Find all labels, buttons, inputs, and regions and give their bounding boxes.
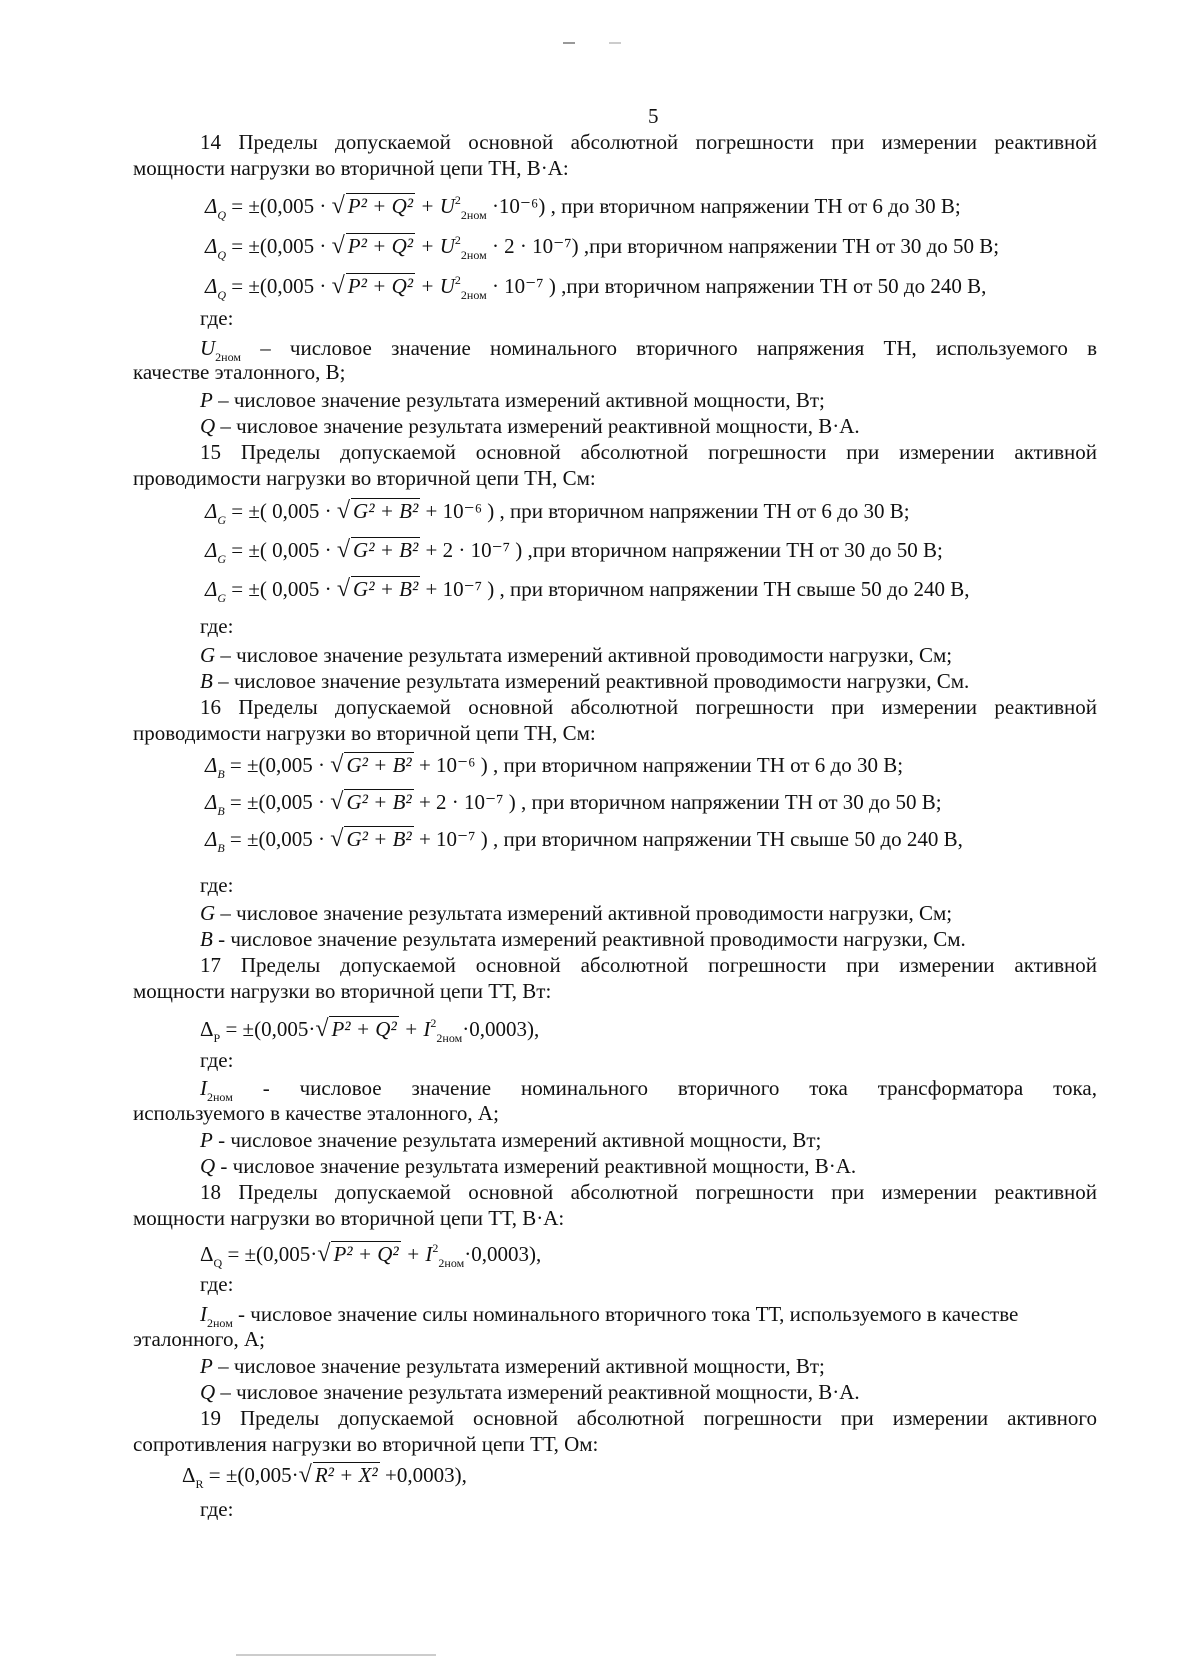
definition-q: Q – числовое значение результата измерений реактивной мощности, В·А. xyxy=(200,1380,860,1404)
formula-17: $\Delta_P = \pm(0,005\cdot√$ $P^2 + Q^2 + I^2_{2ном}\cdot 0,0003$), xyxy=(200,1016,540,1045)
definition-p: P – числовое значение результата измерений активной мощности, Вт; xyxy=(200,1354,825,1378)
section-16-intro-2: проводимости нагрузки во вторичной цепи ТН, См: xyxy=(133,721,596,745)
formula-14-2: $\Delta_Q = \pm(0,005$ · √ $P^2 + Q^2 + U^2_{2ном} \cdot 2 \cdot 10^{-7}$) ,при вторичном напряжении ТН от 30 до 50 В; xyxy=(205,233,1000,262)
definition-b: B - числовое значение результата измерений реактивной проводимости нагрузки, См. xyxy=(200,927,966,951)
where-label: где: xyxy=(200,306,234,330)
definition-i2nom-cont: эталонного, А; xyxy=(133,1327,265,1351)
section-19-intro-2: сопротивления нагрузки во вторичной цепи ТТ, Ом: xyxy=(133,1432,599,1456)
section-18-intro-2: мощности нагрузки во вторичной цепи ТТ, В·А: xyxy=(133,1206,565,1230)
definition-q: Q - числовое значение результата измерений реактивной мощности, В·А. xyxy=(200,1154,857,1178)
sqrt-icon: √ xyxy=(315,1016,329,1042)
where-label: где: xyxy=(200,614,234,638)
sqrt-icon: √ xyxy=(336,537,351,563)
sqrt-icon: √ xyxy=(331,193,345,219)
sqrt-icon: √ xyxy=(336,498,351,524)
definition-u2nom: $U_{2ном}$ – числовое значение номинального вторичного напряжения ТН, используемого в xyxy=(200,336,1097,364)
formula-14-3: $\Delta_Q = \pm(0,005$ · √ $P^2 + Q^2 + U^2_{2ном} \cdot 10^{-7}$ ) ,при вторичном напряжении ТН от 50 до 240 В, xyxy=(205,273,987,302)
section-14-intro-1: 14 Пределы допускаемой основной абсолютной погрешности при измерении реактивной xyxy=(200,130,1097,154)
formula-15-3: $\Delta_G$ = ±( 0,005 · √ G² + B² + 10⁻⁷ ) , при вторичном напряжении ТН свыше 50 до 240 В, xyxy=(205,576,970,605)
section-14-intro-2: мощности нагрузки во вторичной цепи ТН, В·А: xyxy=(133,156,569,180)
formula-19: $\Delta_R = \pm(0,005\cdot√$ R² + X² +0,0003), xyxy=(182,1462,467,1491)
definition-g: G – числовое значение результата измерений активной проводимости нагрузки, См; xyxy=(200,901,953,925)
section-17-intro-2: мощности нагрузки во вторичной цепи ТТ, Вт: xyxy=(133,979,552,1003)
section-17-intro-1: 17 Пределы допускаемой основной абсолютной погрешности при измерении активной xyxy=(200,953,1097,977)
formula-15-2: $\Delta_G$ = ±( 0,005 · √ G² + B² + 2 · 10⁻⁷ ) ,при вторичном напряжении ТН от 30 до 50 В; xyxy=(205,537,943,566)
formula-16-2: $\Delta_B = \pm(0,005$ · √ G² + B² + 2 · 10⁻⁷ ) , при вторичном напряжении ТН от 30 до 50 В; xyxy=(205,789,942,818)
definition-p: P – числовое значение результата измерений активной мощности, Вт; xyxy=(200,388,825,412)
sqrt-icon: √ xyxy=(317,1241,331,1267)
where-label: где: xyxy=(200,1272,234,1296)
definition-i2nom-cont: используемого в качестве эталонного, А; xyxy=(133,1101,499,1125)
section-18-intro-1: 18 Пределы допускаемой основной абсолютной погрешности при измерении реактивной xyxy=(200,1180,1097,1204)
scan-artifact-top-2 xyxy=(609,42,621,44)
formula-14-1: $\Delta_Q = \pm(0,005$ · √ $P^2 + Q^2 + U^2_{2ном} \cdot 10^{-6}$) , при вторичном напряжении ТН от 6 до 30 В; xyxy=(205,193,961,222)
where-label: где: xyxy=(200,1497,234,1521)
definition-i2nom: $I_{2ном}$ - числовое значение силы номинального вторичного тока ТТ, используемого в качестве xyxy=(200,1302,1019,1330)
sqrt-icon: √ xyxy=(330,789,344,815)
formula-18: $\Delta_Q = \pm(0,005\cdot√$ $P^2 + Q^2 + I^2_{2ном}\cdot 0,0003$), xyxy=(200,1241,542,1270)
scan-artifact-bottom xyxy=(236,1654,436,1656)
section-15-intro-1: 15 Пределы допускаемой основной абсолютной погрешности при измерении активной xyxy=(200,440,1097,464)
definition-u2nom-cont: качестве эталонного, В; xyxy=(133,360,346,384)
formula-16-3: $\Delta_B = \pm(0,005$ · √ G² + B² + 10⁻⁷ ) , при вторичном напряжении ТН свыше 50 до 240 В, xyxy=(205,826,963,855)
where-label: где: xyxy=(200,1048,234,1072)
sqrt-icon: √ xyxy=(330,826,344,852)
sqrt-icon: √ xyxy=(298,1462,312,1488)
section-19-intro-1: 19 Пределы допускаемой основной абсолютной погрешности при измерении активного xyxy=(200,1406,1097,1430)
definition-p: P - числовое значение результата измерений активной мощности, Вт; xyxy=(200,1128,822,1152)
formula-15-1: $\Delta_G$ = ±( 0,005 · √ G² + B² + 10⁻⁶ ) , при вторичном напряжении ТН от 6 до 30 В; xyxy=(205,498,910,527)
definition-g: G – числовое значение результата измерений активной проводимости нагрузки, См; xyxy=(200,643,953,667)
page-number: 5 xyxy=(648,104,659,128)
where-label: где: xyxy=(200,873,234,897)
sqrt-icon: √ xyxy=(336,576,351,602)
section-15-intro-2: проводимости нагрузки во вторичной цепи ТН, См: xyxy=(133,466,596,490)
sqrt-icon: √ xyxy=(330,752,344,778)
sqrt-icon: √ xyxy=(331,273,345,299)
definition-b: B – числовое значение результата измерений реактивной проводимости нагрузки, См. xyxy=(200,669,970,693)
formula-16-1: $\Delta_B = \pm(0,005$ · √ G² + B² + 10⁻⁶ ) , при вторичном напряжении ТН от 6 до 30 В; xyxy=(205,752,904,781)
sqrt-icon: √ xyxy=(331,233,345,259)
definition-q: Q – числовое значение результата измерений реактивной мощности, В·А. xyxy=(200,414,860,438)
scan-artifact-top xyxy=(563,42,575,44)
definition-i2nom: $I_{2ном}$ - числовое значение номинального вторичного тока трансформатора тока, xyxy=(200,1076,1097,1104)
section-16-intro-1: 16 Пределы допускаемой основной абсолютной погрешности при измерении реактивной xyxy=(200,695,1097,719)
